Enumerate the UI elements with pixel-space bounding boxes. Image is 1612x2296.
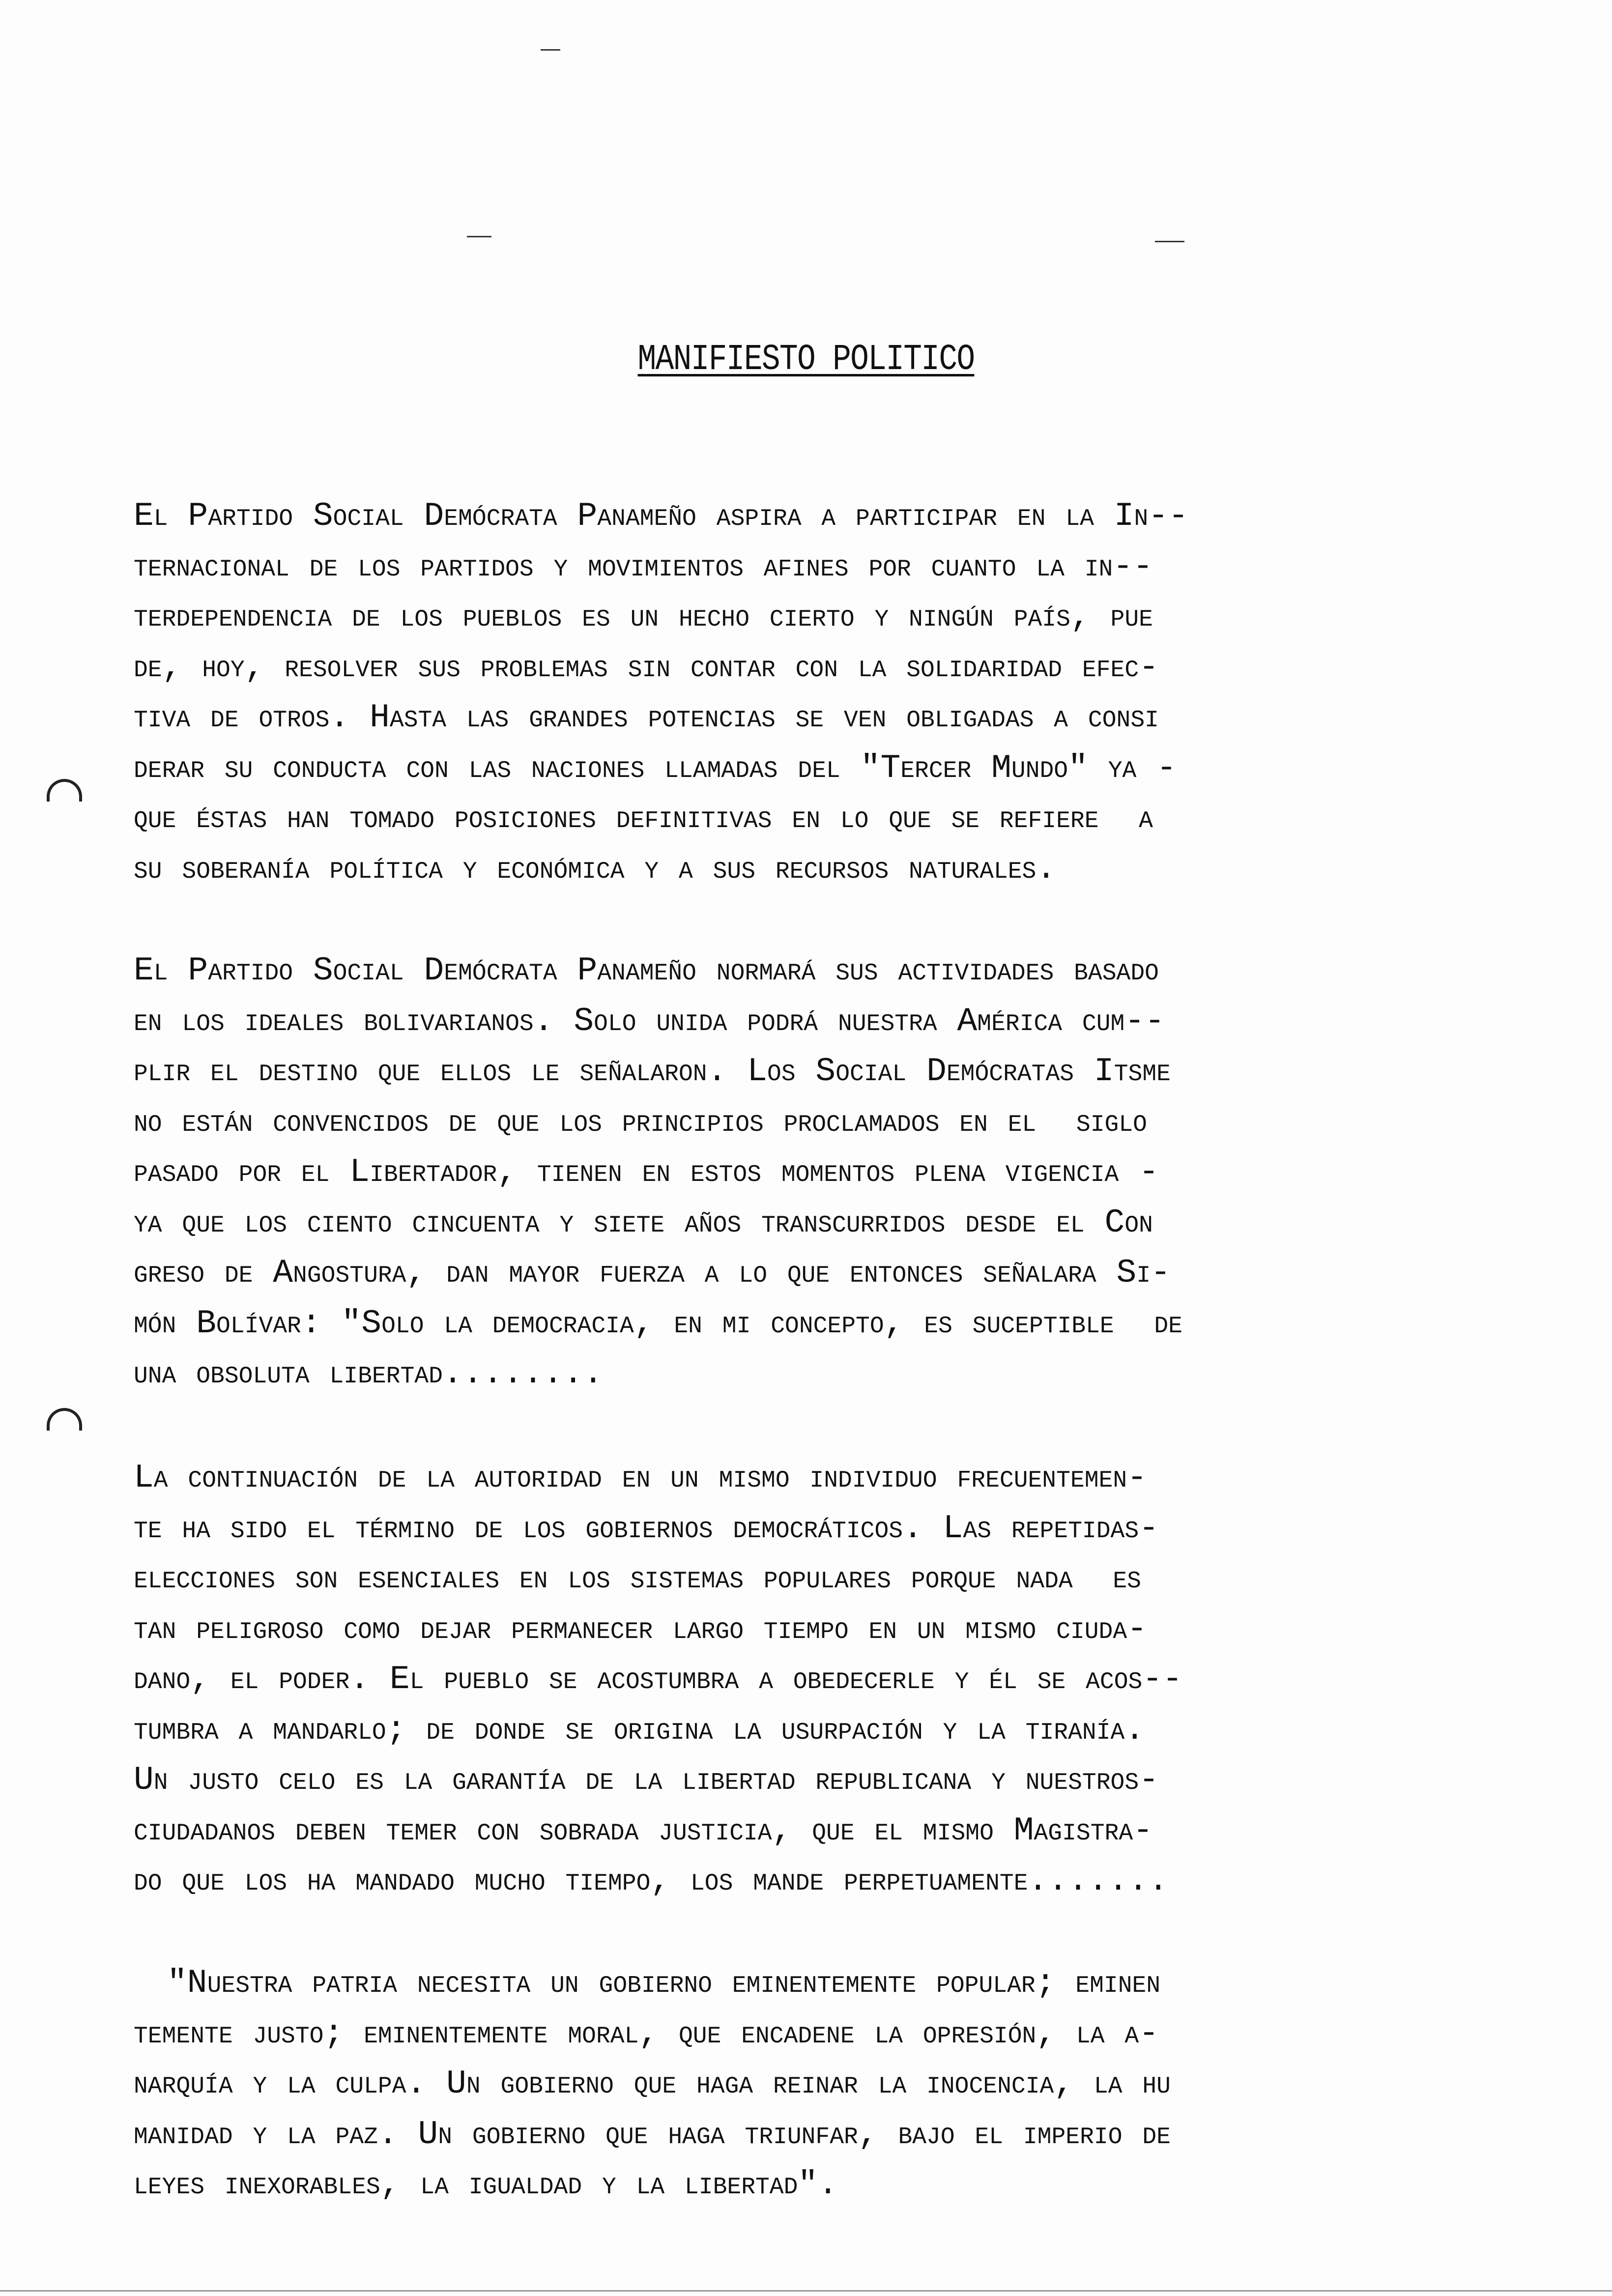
text-line: tan peligroso como dejar permanecer largo tiempo en un mismo ciuda- <box>134 1610 1147 1648</box>
text-line: elecciones son esenciales en los sistemas populares porque nada es <box>134 1560 1141 1598</box>
text-line: manidad y la paz. Un gobierno que haga triunfar, bajo el imperio de <box>134 2115 1171 2153</box>
text-line: La continuación de la autoridad en un mismo individuo frecuentemen- <box>134 1459 1147 1497</box>
text-line: ya que los ciento cincuenta y siete años transcurridos desde el Con <box>134 1204 1153 1242</box>
text-line: derar su conducta con las naciones llamadas del "Tercer Mundo" ya - <box>134 749 1177 787</box>
text-line: "Nuestra patria necesita un gobierno eminentemente popular; eminen <box>167 1964 1161 2002</box>
scan-speck <box>541 49 560 51</box>
text-line: su soberanía política y económica y a sus recursos naturales. <box>134 850 1057 888</box>
scan-speck <box>1155 241 1184 242</box>
text-line: te ha sido el término de los gobiernos democráticos. Las repetidas- <box>134 1509 1159 1548</box>
text-line: no están convencidos de que los principios proclamados en el siglo <box>134 1103 1147 1141</box>
punch-hole-mark <box>47 1408 82 1431</box>
quote-paragraph <box>134 1958 1171 2210</box>
text-line: món Bolívar: "Solo la democracia, en mi concepto, es suceptible de <box>134 1304 1182 1343</box>
text-line: terdependencia de los pueblos es un hecho cierto y ningún país, pue <box>134 598 1153 636</box>
text-line: temente justo; eminentemente moral, que encadene la opresión, la a- <box>134 2014 1159 2053</box>
text-line: ternacional de los partidos y movimientos afines por cuanto la in-- <box>134 547 1153 586</box>
scan-speck <box>467 236 491 237</box>
text-line: pasado por el Libertador, tienen en estos momentos plena vigencia - <box>134 1153 1159 1191</box>
punch-hole-mark <box>47 779 82 802</box>
paragraph-3 <box>134 1453 1182 1907</box>
text-line: en los ideales bolivarianos. Solo unida podrá nuestra América cum-- <box>134 1002 1165 1040</box>
page-bottom-edge <box>0 2290 1612 2292</box>
text-line: El Partido Social Demócrata Panameño aspira a participar en la In-- <box>134 497 1188 535</box>
text-line: tiva de otros. Hasta las grandes potencias se ven obligadas a consi <box>134 699 1159 737</box>
paragraph-1 <box>134 491 1188 894</box>
text-line: do que los ha mandado mucho tiempo, los mande perpetuamente....... <box>134 1862 1169 1900</box>
text-line: de, hoy, resolver sus problemas sin contar con la solidaridad efec- <box>134 648 1159 687</box>
document-title: MANIFIESTO POLITICO <box>637 339 975 380</box>
text-line: que éstas han tomado posiciones definitivas en lo que se refiere a <box>134 800 1153 837</box>
text-line: una obsoluta libertad........ <box>134 1355 604 1393</box>
text-line: dano, el poder. El pueblo se acostumbra a obedecerle y él se acos-- <box>134 1661 1182 1698</box>
text-line: narquía y la culpa. Un gobierno que haga reinar la inocencia, la hu <box>134 2065 1171 2103</box>
text-line: ciudadanos deben temer con sobrada justicia, que el mismo Magistra- <box>134 1811 1153 1850</box>
text-line: El Partido Social Demócrata Panameño normará sus actividades basado <box>134 952 1159 990</box>
text-line: plir el destino que ellos le señalaron. Los Social Demócratas Itsme <box>134 1053 1171 1091</box>
text-line: tumbra a mandarlo; de donde se origina la usurpación y la tiranía. <box>134 1711 1145 1749</box>
text-line: greso de Angostura, dan mayor fuerza a lo que entonces señalara Si- <box>134 1254 1171 1292</box>
text-line: leyes inexorables, la igualdad y la libertad". <box>134 2166 838 2204</box>
paragraph-2 <box>134 946 1182 1400</box>
text-line: Un justo celo es la garantía de la libertad republicana y nuestros- <box>134 1761 1159 1799</box>
